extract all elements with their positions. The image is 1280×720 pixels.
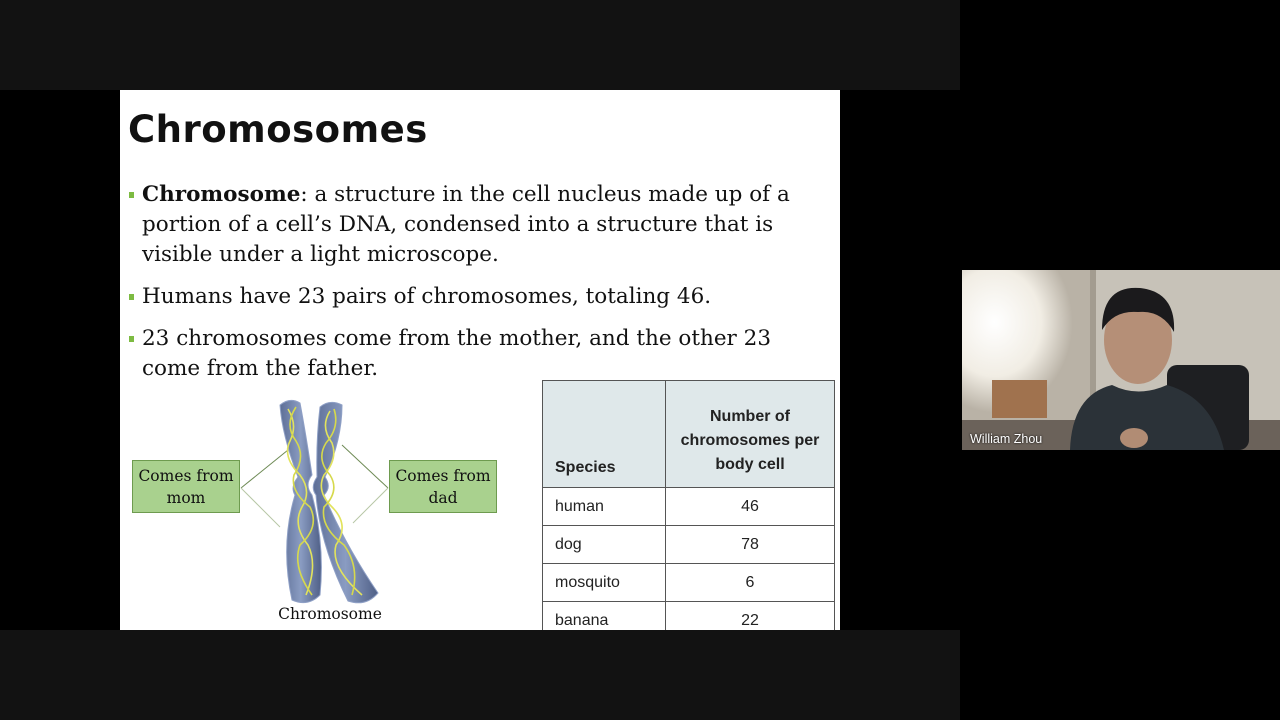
bullet-square-icon [129,336,134,342]
species-cell: human [543,488,666,526]
comes-from-dad-label: Comes from dad [389,460,497,513]
species-chromosome-table [542,380,835,630]
bullet-text: Humans have 23 pairs of chromosomes, totaling 46. [142,284,712,309]
bullet-text: 23 chromosomes come from the mother, and the other 23 come from the father. [142,326,772,381]
bullet-item [128,324,828,384]
bullet-item [128,180,828,270]
shared-slide [120,90,840,630]
count-cell: 22 [666,602,835,631]
column-header-species: Species [543,381,666,488]
species-cell: banana [543,602,666,631]
count-cell: 6 [666,564,835,602]
count-cell: 78 [666,526,835,564]
participant-name: William Zhou [970,432,1043,446]
species-cell: dog [543,526,666,564]
column-header-chromosome-count: Number of chromosomes per body cell [666,381,835,488]
table-row [543,564,835,602]
bullet-term: Chromosome [142,182,301,207]
bullet-list [128,180,828,396]
comes-from-mom-label: Comes from mom [132,460,240,513]
bullet-text: : a structure in the cell nucleus made up of a portion of a cell’s DNA, condensed into a structure that is visible under a light microscope. [142,182,790,267]
bullet-square-icon [129,192,134,198]
count-cell: 46 [666,488,835,526]
table-row [543,526,835,564]
table-row [543,488,835,526]
species-cell: mosquito [543,564,666,602]
participant-video-tile[interactable] [962,270,1280,450]
table-row [543,602,835,631]
chromosome-caption: Chromosome [278,605,382,623]
chromosome-diagram [120,395,520,630]
slide-title: Chromosomes [128,108,428,151]
participant-video-feed [962,270,1280,450]
bullet-item [128,282,828,312]
bullet-square-icon [129,294,134,300]
table-header-row [543,381,835,488]
